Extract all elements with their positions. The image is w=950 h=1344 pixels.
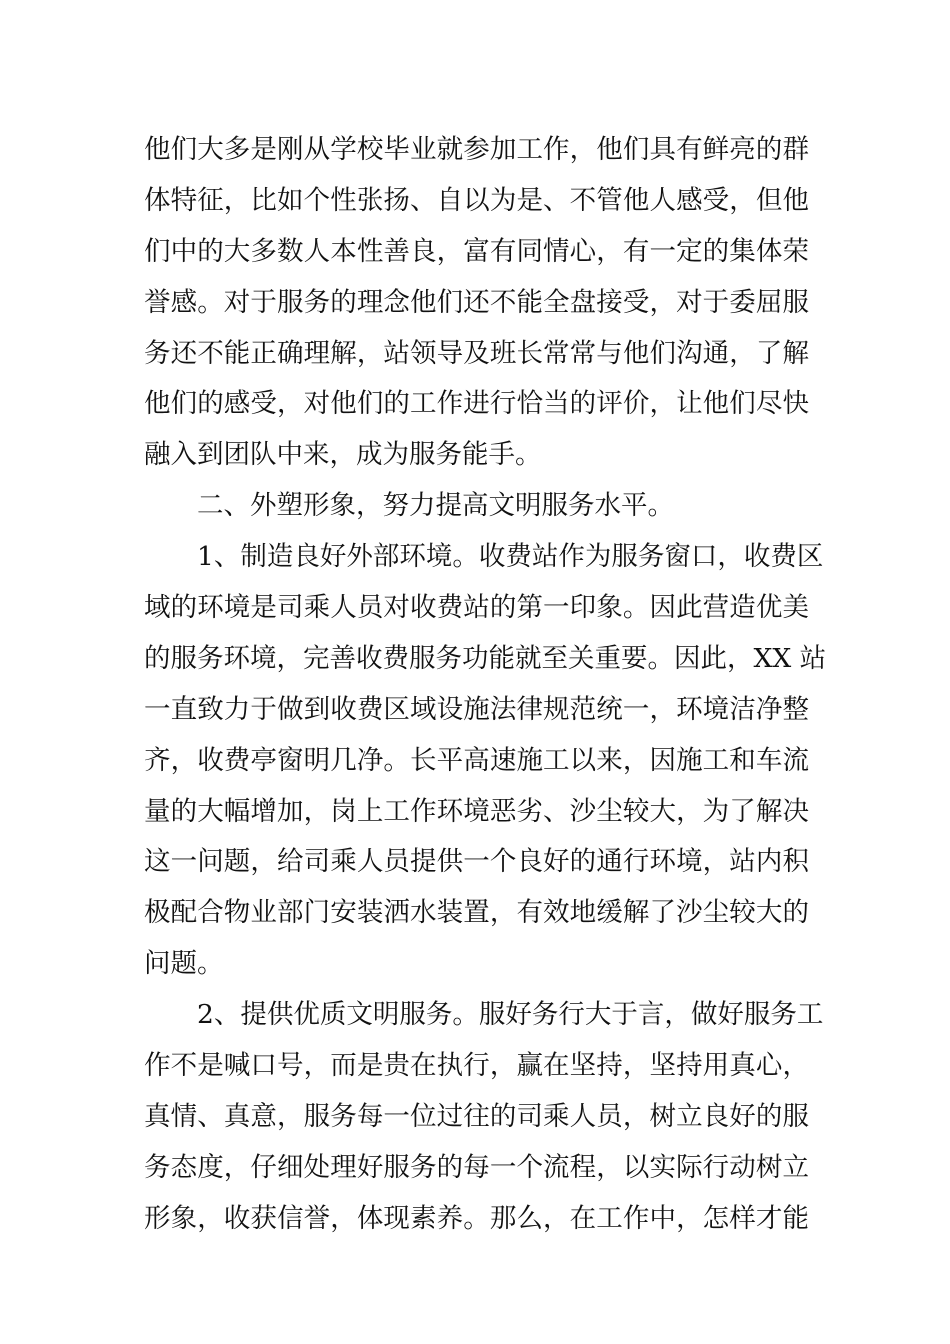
text-line: 务还不能正确理解，站领导及班长常常与他们沟通，了解 [144,337,809,369]
text-line: 们中的大多数人本性善良，富有同情心，有一定的集体荣 [144,235,809,267]
text-line: 域的环境是司乘人员对收费站的第一印象。因此营造优美 [144,592,809,624]
body-text [144,125,827,1245]
text-line: 齐，收费亭窗明几净。长平高速施工以来，因施工和车流 [144,744,809,776]
text-line: 量的大幅增加，岗上工作环境恶劣、沙尘较大，为了解决 [144,795,809,827]
text-line: 他们大多是刚从学校毕业就参加工作，他们具有鲜亮的群 [144,134,809,165]
text-line: 1、制造良好外部环境。收费站作为服务窗口，收费区 [197,541,824,573]
text-line: 这一问题，给司乘人员提供一个良好的通行环境，站内积 [144,846,809,878]
text-line: 问题。 [144,948,224,980]
text-line: 形象，收获信誉，体现素养。那么，在工作中，怎样才能 [144,1202,809,1234]
text-line: 真情、真意，服务每一位过往的司乘人员，树立良好的服 [144,1100,809,1132]
text-line: 体特征，比如个性张扬、自以为是、不管他人感受，但他 [144,184,809,216]
text-line: 务态度，仔细处理好服务的每一个流程，以实际行动树立 [144,1151,809,1183]
text-line: 极配合物业部门安装洒水装置，有效地缓解了沙尘较大的 [144,897,809,929]
text-line: 作不是喊口号，而是贵在执行，赢在坚持，坚持用真心， [144,1050,809,1082]
text-line: 他们的感受，对他们的工作进行恰当的评价，让他们尽快 [144,388,809,420]
section-heading: 二、外塑形象，努力提高文明服务水平。 [197,490,674,522]
text-line: 一直致力于做到收费区域设施法律规范统一，环境洁净整 [144,693,809,725]
text-line: 的服务环境，完善收费服务功能就至关重要。因此，XX 站 [144,642,827,674]
text-line: 融入到团队中来，成为服务能手。 [144,439,542,471]
text-line: 誉感。对于服务的理念他们还不能全盘接受，对于委屈服 [144,286,809,318]
text-line: 2、提供优质文明服务。服好务行大于言，做好服务工 [197,999,824,1031]
